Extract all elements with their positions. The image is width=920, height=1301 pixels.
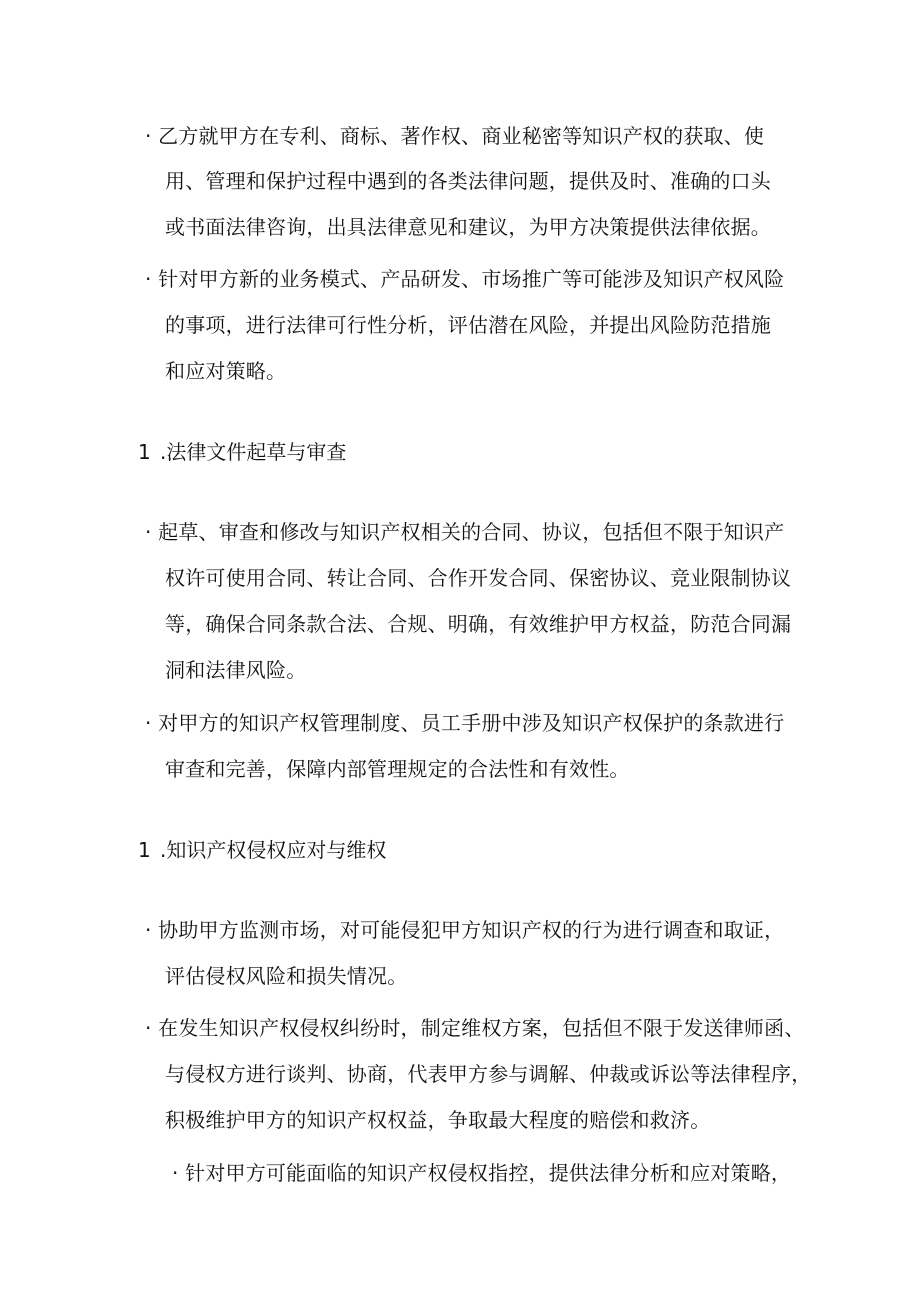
bullet-line: · 对甲方的知识产权管理制度、员工手册中涉及知识产权保护的条款进行 bbox=[145, 711, 785, 735]
bullet-line: 等，确保合同条款合法、合规、明确，有效维护甲方权益，防范合同漏 bbox=[165, 612, 792, 636]
section-heading-number: 1 bbox=[138, 838, 151, 862]
bullet-line: 与侵权方进行谈判、协商，代表甲方参与调解、仲裁或诉讼等法律程序， bbox=[165, 1062, 812, 1086]
bullet-line: 用、管理和保护过程中遇到的各类法律问题，提供及时、准确的口头 bbox=[165, 169, 771, 193]
bullet-line: · 在发生知识产权侵权纠纷时，制定维权方案，包括但不限于发送律师函、 bbox=[145, 1016, 805, 1040]
section-heading-text: .知识产权侵权应对与维权 bbox=[160, 838, 387, 862]
bullet-line: 审查和完善，保障内部管理规定的合法性和有效性。 bbox=[165, 757, 630, 781]
bullet-line: 评估侵权风险和损失情况。 bbox=[165, 964, 408, 988]
bullet-line: · 针对甲方可能面临的知识产权侵权指控，提供法律分析和应对策略， bbox=[172, 1161, 792, 1185]
bullet-line: 积极维护甲方的知识产权权益，争取最大程度的赔偿和救济。 bbox=[165, 1108, 711, 1132]
section-heading bbox=[138, 835, 386, 865]
section-heading bbox=[138, 437, 346, 467]
bullet-line: 洞和法律风险。 bbox=[165, 658, 307, 682]
bullet-line: · 协助甲方监测市场，对可能侵犯甲方知识产权的行为进行调查和取证， bbox=[145, 918, 785, 942]
bullet-line: · 乙方就甲方在专利、商标、著作权、商业秘密等知识产权的获取、使 bbox=[145, 124, 765, 148]
bullet-line: · 起草、审查和修改与知识产权相关的合同、协议，包括但不限于知识产 bbox=[145, 520, 785, 544]
bullet-line: · 针对甲方新的业务模式、产品研发、市场推广等可能涉及知识产权风险 bbox=[145, 267, 785, 291]
bullet-line: 和应对策略。 bbox=[165, 359, 287, 383]
section-heading-text: .法律文件起草与审查 bbox=[160, 440, 347, 464]
section-heading-number: 1 bbox=[138, 440, 151, 464]
bullet-line: 权许可使用合同、转让合同、合作开发合同、保密协议、竞业限制协议 bbox=[165, 566, 792, 590]
bullet-line: 的事项，进行法律可行性分析，评估潜在风险，并提出风险防范措施 bbox=[165, 313, 771, 337]
bullet-line: 或书面法律咨询，出具法律意见和建议，为甲方决策提供法律依据。 bbox=[165, 215, 771, 239]
